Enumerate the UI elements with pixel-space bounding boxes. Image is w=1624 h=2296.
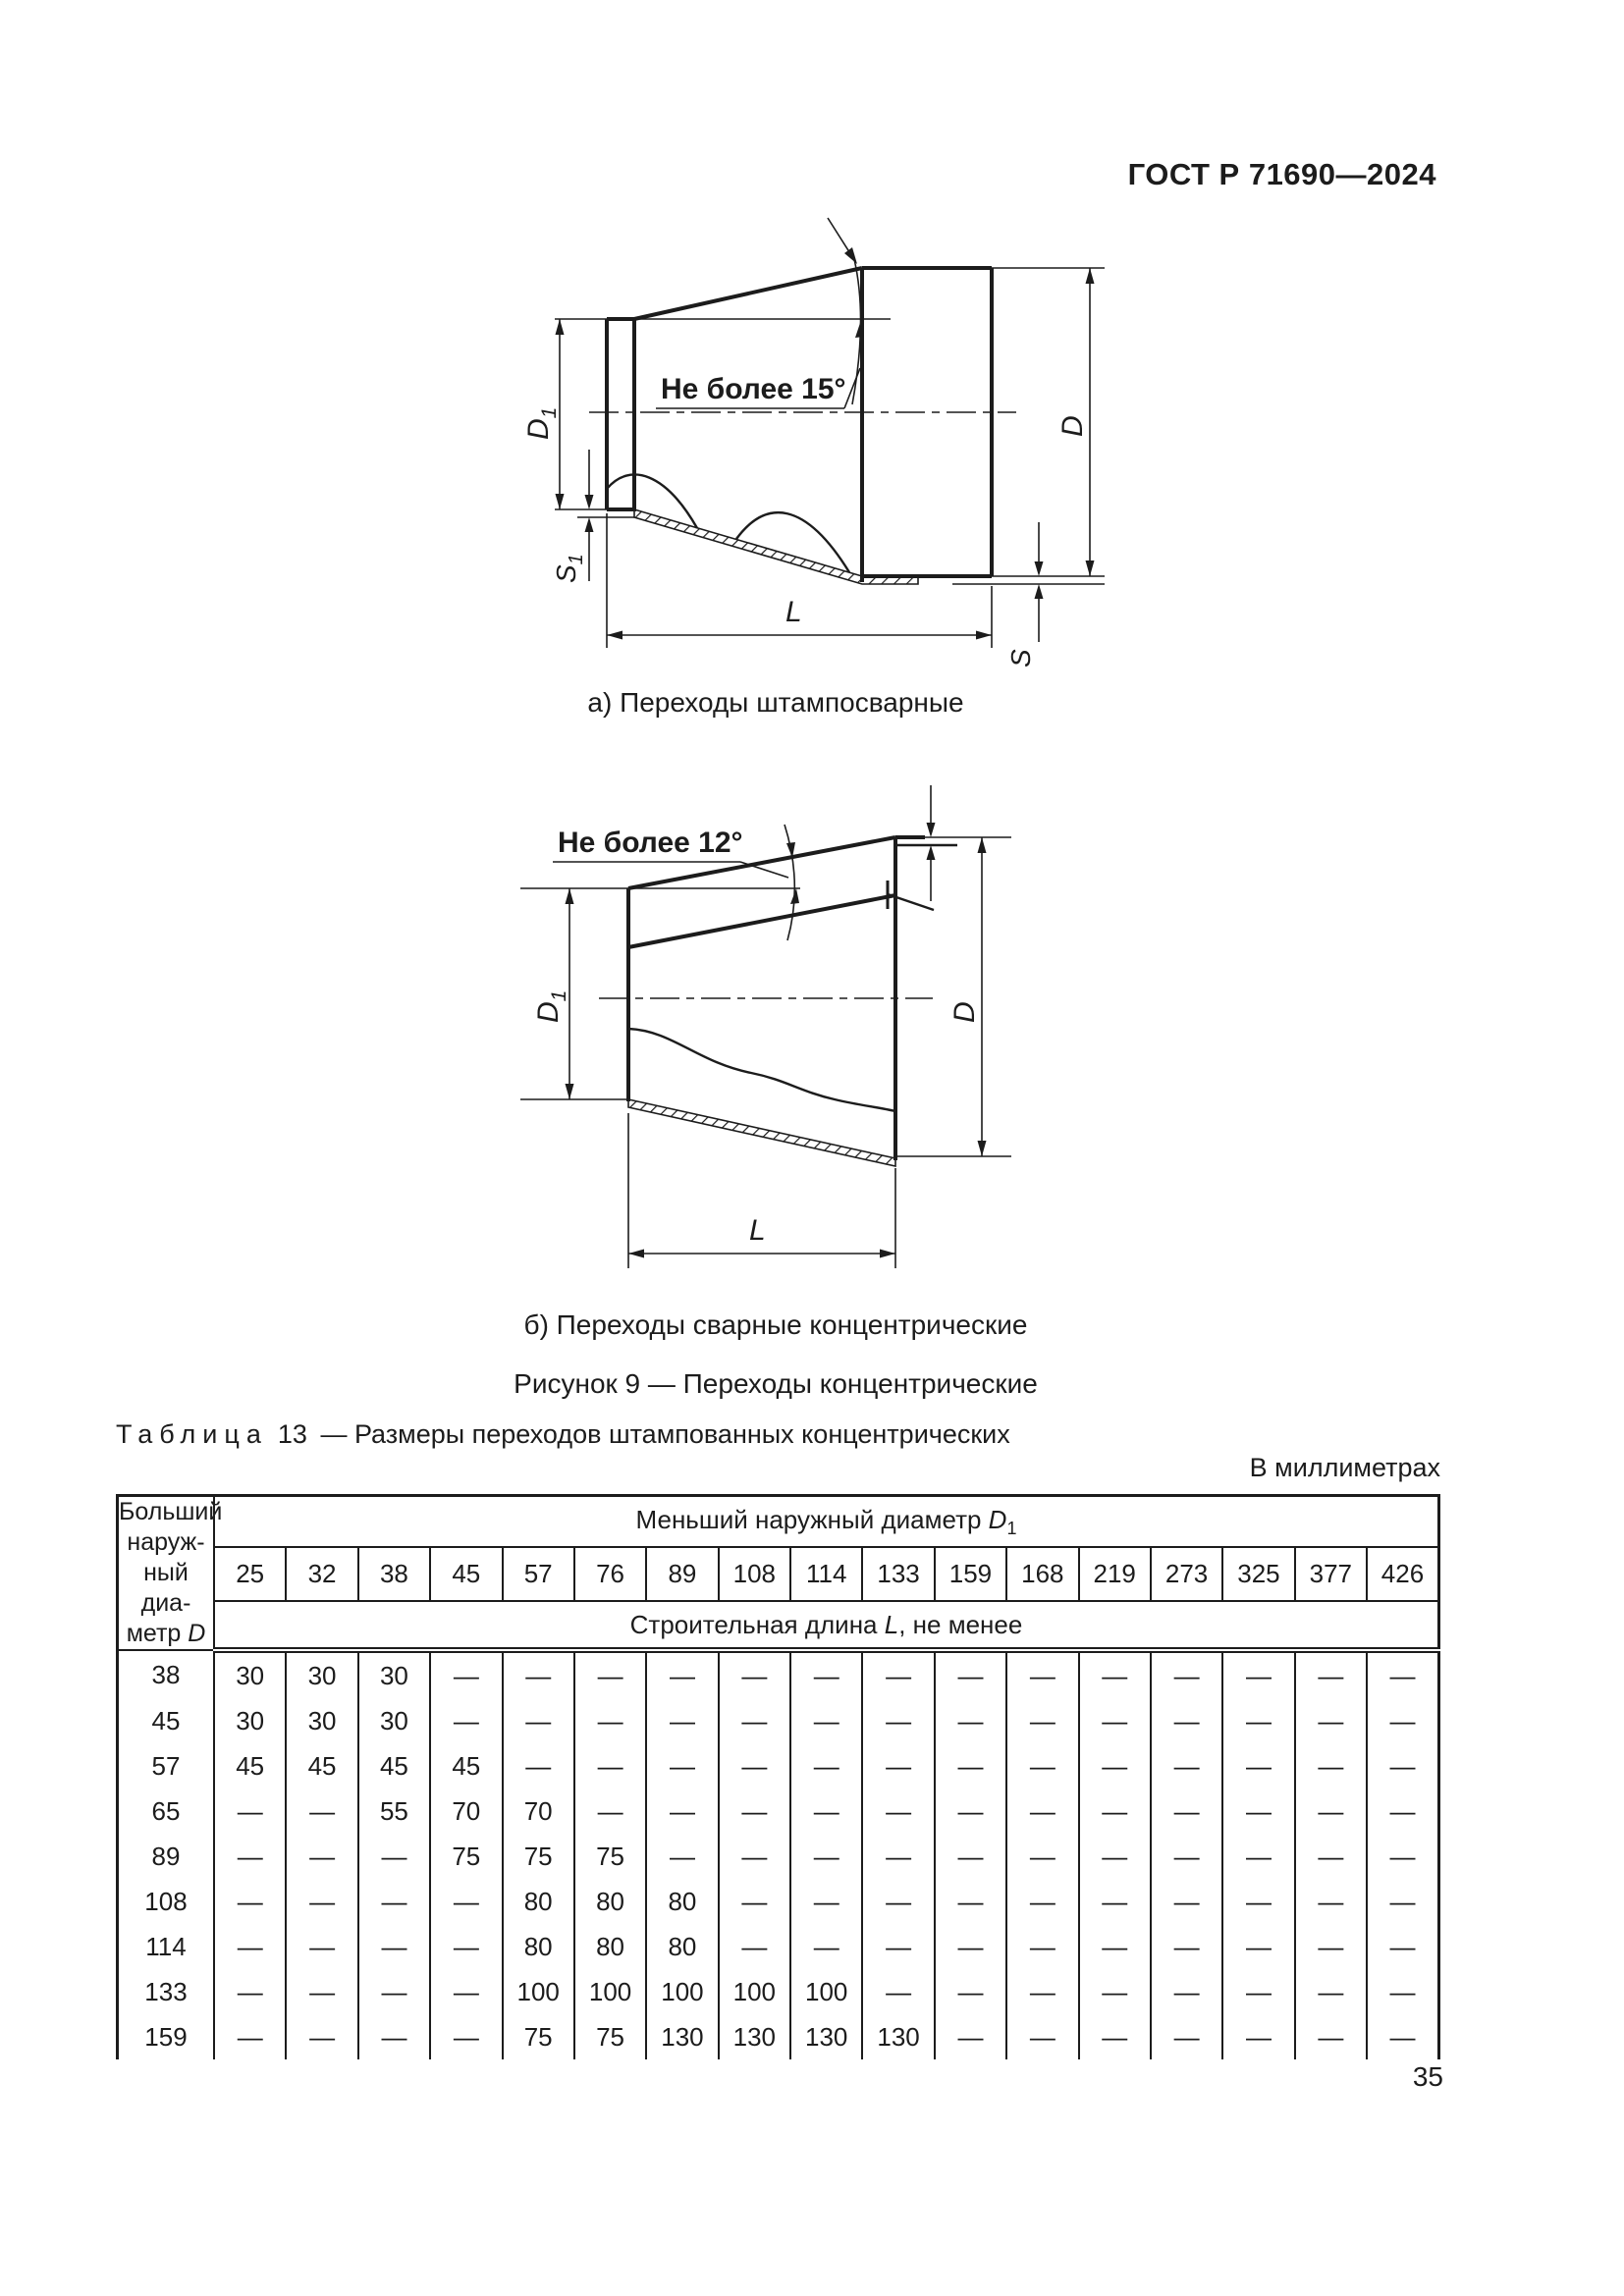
length-value-cell: — [1151,1924,1222,1969]
figure-9-caption: Рисунок 9 — Переходы концентрические [514,1368,1038,1399]
table-label-word: Таблица [116,1419,268,1449]
dim-label-d: D [948,1001,981,1023]
angle-arrow-top [844,247,857,264]
length-value-cell: — [358,1969,430,2014]
dim-l-arrow-right [880,1250,895,1258]
diameter-header-cell: 114 [790,1547,862,1601]
length-value-cell: 100 [646,1969,718,2014]
length-value-cell: — [790,1743,862,1789]
length-value-cell: 75 [574,2014,646,2059]
length-value-cell: — [1367,1650,1439,1698]
cone-top-inner-edge [628,895,895,947]
length-value-cell: — [1079,1879,1151,1924]
length-value-cell: — [1151,1789,1222,1834]
length-value-cell: — [574,1650,646,1698]
length-value-cell: — [719,1924,790,1969]
inner-contour-curve [628,1029,895,1111]
table-row [118,1969,1439,2014]
length-value-cell: — [574,1698,646,1743]
dim-s1-arrow-top [585,495,594,509]
length-value-cell: 45 [286,1743,357,1789]
diameter-header-cell: 133 [862,1547,934,1601]
length-value-cell: 80 [503,1924,574,1969]
length-value-cell: — [574,1743,646,1789]
length-value-cell: — [1006,1879,1078,1924]
length-value-cell: — [1222,1743,1294,1789]
length-value-cell: — [286,1789,357,1834]
length-value-cell: — [1079,1650,1151,1698]
length-value-cell: — [862,1743,934,1789]
length-value-cell: — [1367,1924,1439,1969]
angle-arc [785,825,794,940]
table-row [118,2014,1439,2059]
length-value-cell: — [214,1969,286,2014]
length-value-cell: — [1222,1834,1294,1879]
length-value-cell: — [790,1698,862,1743]
length-value-cell: — [862,1879,934,1924]
table-row [118,1789,1439,1834]
length-value-cell: — [1006,1650,1078,1698]
table-label-number: 13 [277,1419,307,1449]
length-value-cell: — [358,1834,430,1879]
length-value-cell: 75 [574,1834,646,1879]
diameter-header-cell: 38 [358,1547,430,1601]
length-value-cell: — [1295,1650,1367,1698]
length-value-cell: 80 [574,1879,646,1924]
length-value-cell: — [286,2014,357,2059]
bigger-diameter-cell: 65 [118,1789,215,1834]
table-title-text: — Размеры переходов штампованных концентрических [320,1419,1010,1449]
length-value-cell: — [1151,1834,1222,1879]
length-value-cell: — [935,1650,1006,1698]
length-value-cell: — [862,1924,934,1969]
length-value-cell: — [790,1879,862,1924]
length-value-cell: — [790,1789,862,1834]
diameter-header-cell: 426 [1367,1547,1439,1601]
dim-s1-arrow-bottom [585,517,594,532]
length-value-cell: — [719,1834,790,1879]
length-value-cell: — [719,1650,790,1698]
length-value-cell: — [430,1879,502,1924]
length-value-cell: — [935,2014,1006,2059]
length-value-cell: — [503,1650,574,1698]
length-value-cell: 45 [214,1743,286,1789]
length-value-cell: — [1079,1924,1151,1969]
length-note-text: Строительная длина [629,1609,885,1639]
dim-l-arrow-right [976,631,992,640]
length-value-cell: — [935,1743,1006,1789]
length-value-cell: 80 [574,1924,646,1969]
diameter-header-cell: 57 [503,1547,574,1601]
length-value-cell: — [286,1834,357,1879]
length-value-cell: — [214,1924,286,1969]
dim-d1-arrow-top [566,888,574,904]
length-value-cell: — [719,1879,790,1924]
length-value-cell: — [1367,1879,1439,1924]
length-value-cell: — [1367,1789,1439,1834]
angle-note-a: Не более 15° [661,373,846,405]
length-value-cell: — [430,1650,502,1698]
length-value-cell: — [646,1743,718,1789]
length-value-cell: — [1151,2014,1222,2059]
length-value-cell: — [214,1879,286,1924]
span-header-var: D [988,1504,1007,1534]
length-value-cell: — [1295,1698,1367,1743]
length-value-cell: 30 [358,1698,430,1743]
length-value-cell: 30 [214,1650,286,1698]
length-value-cell: — [1151,1879,1222,1924]
bigger-diameter-cell: 57 [118,1743,215,1789]
length-value-cell: — [719,1698,790,1743]
page-number: 35 [1412,2061,1443,2092]
table-title [116,1419,1440,1450]
length-value-cell: — [1222,1698,1294,1743]
dim-d1-arrow-top [556,319,565,335]
length-value-cell: — [862,1789,934,1834]
length-value-cell: — [1151,1650,1222,1698]
length-value-cell: — [503,1743,574,1789]
length-value-cell: — [935,1698,1006,1743]
document-code: ГОСТ Р 71690—2024 [1127,157,1436,191]
length-value-cell: — [1367,2014,1439,2059]
length-value-cell: — [1151,1969,1222,2014]
table-13 [116,1494,1440,2059]
length-value-cell: — [1006,1698,1078,1743]
weld-seam-hatch [628,1099,895,1166]
length-value-cell: 30 [286,1650,357,1698]
length-value-cell: — [358,2014,430,2059]
length-value-cell: 30 [358,1650,430,1698]
figure-a-caption: а) Переходы штампосварные [587,687,964,718]
diameter-header-cell: 45 [430,1547,502,1601]
table-row [118,1698,1439,1743]
length-value-cell: — [646,1834,718,1879]
dim-d-arrow-top [1086,268,1095,284]
length-value-cell: 130 [646,2014,718,2059]
figure-a-drawing [461,216,1208,707]
length-value-cell: — [1006,1743,1078,1789]
length-value-cell: — [1006,2014,1078,2059]
column-header-bigger-diameter [118,1496,223,1651]
table-row [118,1834,1439,1879]
diameter-header-cell: 108 [719,1547,790,1601]
length-value-cell: 80 [646,1924,718,1969]
length-value-cell: — [1079,2014,1151,2059]
figure-b-drawing [461,775,1208,1325]
length-value-cell: — [646,1698,718,1743]
dim-s-arrow-bottom [1035,584,1044,599]
table-row [118,1924,1439,1969]
span-header-sub: 1 [1006,1518,1017,1538]
length-value-cell: — [574,1789,646,1834]
length-value-cell: 30 [286,1698,357,1743]
length-value-cell: — [286,1924,357,1969]
length-value-cell: — [1295,1743,1367,1789]
length-value-cell: — [1222,1650,1294,1698]
dim-d-arrow-top [978,837,987,853]
length-value-cell: — [935,1969,1006,2014]
dim-label-d: D [1056,415,1089,437]
length-value-cell: — [430,1969,502,2014]
length-value-cell: 75 [503,1834,574,1879]
span-header-text: Меньший наружный диаметр [635,1504,989,1534]
length-value-cell: — [1367,1743,1439,1789]
length-value-cell: — [935,1924,1006,1969]
length-value-cell: — [862,1650,934,1698]
diameter-header-cell: 325 [1222,1547,1294,1601]
diameter-header-cell: 273 [1151,1547,1222,1601]
left-header-line: наруж- [127,1528,205,1556]
length-value-cell: — [1006,1969,1078,2014]
length-value-cell: — [1079,1789,1151,1834]
dim-d-arrow-bottom [978,1141,987,1156]
bigger-diameter-cell: 38 [118,1650,215,1698]
length-value-cell: — [430,1698,502,1743]
column-header-smaller-diameter [214,1496,1439,1548]
diameter-header-cell: 89 [646,1547,718,1601]
length-value-cell: 80 [646,1879,718,1924]
length-value-cell: — [1295,1834,1367,1879]
length-value-cell: — [1151,1698,1222,1743]
bigger-diameter-cell: 89 [118,1834,215,1879]
diameter-header-cell: 377 [1295,1547,1367,1601]
table-row [118,1743,1439,1789]
diameter-header-cell: 76 [574,1547,646,1601]
dim-s-arrow-top [1035,561,1044,576]
length-value-cell: — [790,1650,862,1698]
length-value-cell: — [286,1879,357,1924]
length-value-cell: — [935,1789,1006,1834]
length-value-cell: — [862,1698,934,1743]
length-value-cell: — [1367,1834,1439,1879]
length-value-cell: 80 [503,1879,574,1924]
length-value-cell: — [790,1834,862,1879]
length-value-cell: — [1006,1789,1078,1834]
length-value-cell: 45 [430,1743,502,1789]
length-value-cell: — [1079,1969,1151,2014]
length-value-cell: — [1006,1834,1078,1879]
length-value-cell: — [503,1698,574,1743]
length-value-cell: — [862,1834,934,1879]
diameter-header-cell: 32 [286,1547,357,1601]
length-value-cell: — [1367,1969,1439,2014]
bigger-diameter-cell: 108 [118,1879,215,1924]
table-row [118,1650,1439,1698]
left-header-line: ный диа- [140,1559,191,1617]
length-value-cell: 70 [430,1789,502,1834]
length-value-cell: 70 [503,1789,574,1834]
length-value-cell: — [214,1834,286,1879]
dim-t-arrow-bottom [927,845,936,860]
bigger-diameter-cell: 133 [118,1969,215,2014]
dim-label-s1: $S_1$ [551,554,587,583]
diameter-header-cell: 159 [935,1547,1006,1601]
left-header-line: метр D [126,1620,206,1647]
length-value-cell: — [1295,1789,1367,1834]
length-value-cell: — [1222,1789,1294,1834]
dim-d1-arrow-bottom [566,1084,574,1099]
length-value-cell: 100 [719,1969,790,2014]
weld-seam-hatch [634,509,918,584]
cone-top-edge [634,268,862,319]
figure-b-caption: б) Переходы сварные концентрические [523,1309,1028,1340]
length-value-cell: — [358,1924,430,1969]
length-note-row [214,1601,1439,1650]
length-value-cell: — [1295,2014,1367,2059]
length-value-cell: — [862,1969,934,2014]
length-note-post: , не менее [898,1609,1023,1639]
length-value-cell: — [719,1743,790,1789]
length-value-cell: — [646,1650,718,1698]
diameter-header-cell: 168 [1006,1547,1078,1601]
length-value-cell: — [646,1789,718,1834]
length-value-cell: 75 [430,1834,502,1879]
dim-t-arrow-top [927,823,936,837]
length-note-var: L [884,1609,899,1639]
length-value-cell: 45 [358,1743,430,1789]
length-value-cell: — [1151,1743,1222,1789]
length-value-cell: — [1222,1879,1294,1924]
length-value-cell: — [1367,1698,1439,1743]
length-value-cell: — [1222,1924,1294,1969]
table-row [118,1879,1439,1924]
length-value-cell: — [1295,1969,1367,2014]
dim-label-d1: $D_1$ [532,989,570,1023]
length-value-cell: — [1079,1698,1151,1743]
length-value-cell: 130 [790,2014,862,2059]
dim-label-d1: $D_1$ [522,406,561,440]
dim-d-arrow-bottom [1086,561,1095,576]
length-value-cell: 55 [358,1789,430,1834]
length-value-cell: 30 [214,1698,286,1743]
length-value-cell: — [214,2014,286,2059]
length-value-cell: 100 [503,1969,574,2014]
length-value-cell: — [286,1969,357,2014]
bigger-diameter-cell: 159 [118,2014,215,2059]
length-value-cell: — [719,1789,790,1834]
dim-l-arrow-left [607,631,623,640]
bigger-diameter-cell: 114 [118,1924,215,1969]
length-value-cell: — [1006,1924,1078,1969]
length-value-cell: — [1079,1834,1151,1879]
length-value-cell: — [1222,2014,1294,2059]
length-value-cell: — [935,1834,1006,1879]
units-note: В миллиметрах [1249,1453,1440,1482]
length-value-cell: — [358,1879,430,1924]
diameter-header-cell: 25 [214,1547,286,1601]
length-value-cell: — [1295,1879,1367,1924]
diameter-header-cell: 219 [1079,1547,1151,1601]
length-value-cell: — [790,1924,862,1969]
dim-d1-arrow-bottom [556,494,565,509]
angle-note-b: Не более 12° [558,827,743,859]
dim-l-arrow-left [628,1250,644,1258]
length-value-cell: — [430,2014,502,2059]
length-value-cell: — [430,1924,502,1969]
bigger-diameter-cell: 45 [118,1698,215,1743]
length-value-cell: 130 [719,2014,790,2059]
length-value-cell: — [1222,1969,1294,2014]
dim-label-l: L [785,596,802,628]
left-header-line: Больший [119,1498,223,1525]
length-value-cell: 100 [790,1969,862,2014]
length-value-cell: — [1295,1924,1367,1969]
length-value-cell: 100 [574,1969,646,2014]
dim-label-s: S [1005,649,1036,667]
length-value-cell: — [1079,1743,1151,1789]
length-value-cell: — [935,1879,1006,1924]
length-value-cell: 130 [862,2014,934,2059]
dim-label-l: L [749,1214,766,1247]
length-value-cell: — [214,1789,286,1834]
length-value-cell: 75 [503,2014,574,2059]
